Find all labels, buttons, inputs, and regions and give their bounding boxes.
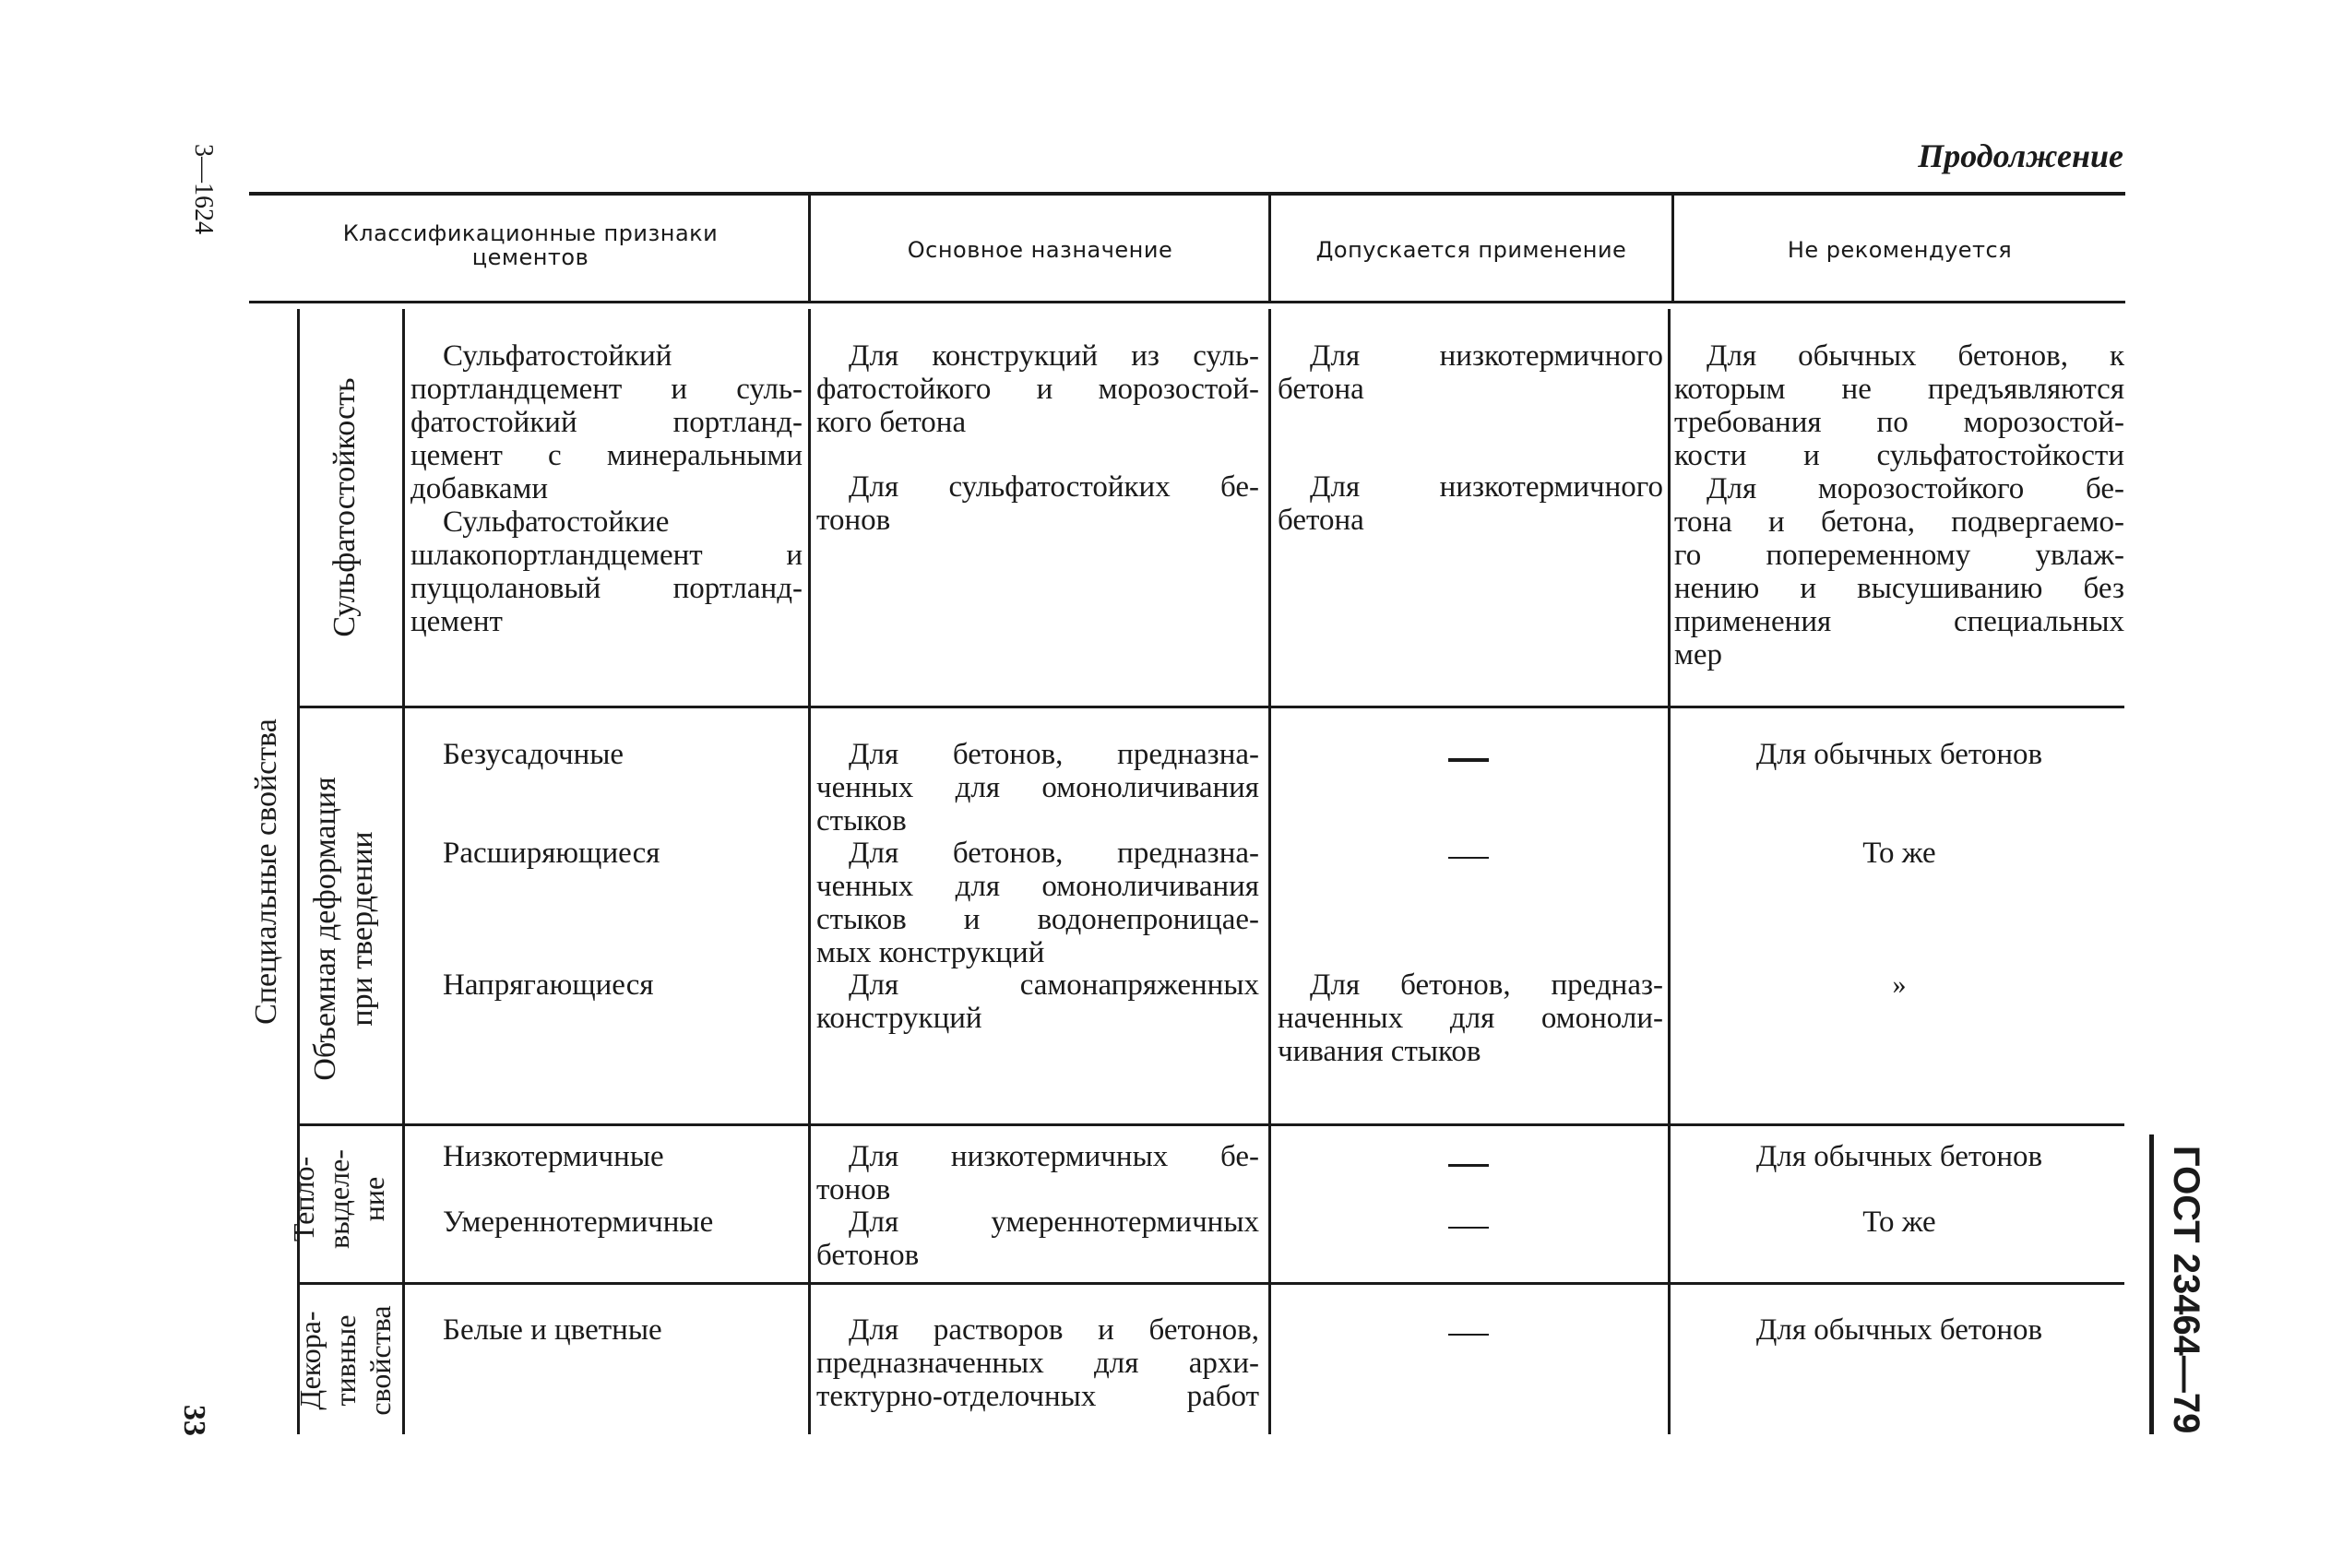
body-divider-3 (1668, 309, 1671, 1434)
sulfate-item1 (410, 339, 803, 638)
stressing-purpose (816, 968, 1259, 1035)
purpose-line: ченных для омоноличивания (816, 870, 1259, 903)
sublabel-volume (307, 721, 385, 1136)
sheet-code: 3—1624 (189, 144, 218, 234)
sublabel-decor (292, 1291, 403, 1430)
non-shrinking-not-recommended: Для обычных бетонов (1755, 738, 2043, 771)
header-divider-1 (808, 196, 811, 301)
expanding-allowed (1455, 837, 1485, 871)
sulfate-item1-line: портландцемент и суль- (410, 373, 803, 406)
sulfate-allowed1-line: бетона (1278, 373, 1364, 406)
sulfate-notrec2-line: го попеременному увлаж- (1674, 539, 2124, 572)
sulfate-notrec1-line: требования по морозостой- (1674, 406, 2124, 439)
sublabel-decor-line2: тивные (328, 1314, 362, 1407)
continuation-label: Продолжение (1918, 137, 2123, 174)
sulfate-purpose1 (816, 339, 1259, 439)
row-name-non-shrinking: Безусадочные (443, 738, 624, 771)
sublabel-sulfate: Сульфатостойкость (327, 377, 362, 637)
purpose-line: Для растворов и бетонов, (849, 1313, 1259, 1347)
purpose-line: предназначенных для архи- (816, 1347, 1259, 1380)
sublabel-decor-line1: Декора- (293, 1311, 327, 1410)
separator-volume (300, 1123, 2124, 1126)
header-purpose: Основное назначение (907, 237, 1173, 263)
sulfate-notrec2-line: тона и бетона, подвергаемо- (1674, 505, 2124, 539)
row-name-moderate-heat: Умереннотермичные (443, 1206, 714, 1239)
header-allowed: Допускается применение (1315, 237, 1627, 263)
row-name-expanding: Расширяющиеся (443, 837, 660, 870)
sulfate-purpose1-line: кого бетона (816, 406, 967, 439)
sulfate-item2-line: шлакопортландцемент и (410, 539, 803, 572)
sulfate-purpose1-line: фатостойкого и морозостой- (816, 373, 1259, 406)
expanding-not-recommended: То же (1862, 837, 1936, 870)
low-heat-allowed (1455, 1140, 1485, 1174)
sulfate-allowed2-line: бетона (1278, 504, 1364, 537)
header-not-recommended: Не рекомендуется (1787, 237, 2013, 263)
sublabel-volume-line2: при твердении (345, 831, 379, 1027)
purpose-line: конструкций (816, 1002, 982, 1035)
sulfate-allowed1 (1278, 339, 1663, 406)
sulfate-item1-line: цемент с минеральными (410, 439, 803, 472)
purpose-line: Для бетонов, предназна- (849, 738, 1259, 771)
sublabel-heat (286, 1125, 397, 1273)
low-heat-purpose (816, 1140, 1259, 1206)
purpose-line: Для низкотермичных бе- (849, 1140, 1259, 1173)
allowed-line: чивания стыков (1278, 1035, 1481, 1068)
moderate-heat-not-recommended: То же (1862, 1206, 1936, 1239)
purpose-line: стыков (816, 804, 907, 837)
purpose-line: ченных для омоноличивания (816, 771, 1259, 804)
sulfate-item2-line: Сульфатостойкие (443, 505, 670, 539)
purpose-line: бетонов (816, 1239, 920, 1272)
body-divider-2 (1268, 309, 1271, 1434)
purpose-line: стыков и водонепроницае- (816, 903, 1259, 936)
standard-rule (2149, 1134, 2154, 1434)
sulfate-notrec2-line: Для морозостойкого бе- (1707, 472, 2124, 505)
non-shrinking-purpose (816, 738, 1259, 837)
row-name-white-colored: Белые и цветные (443, 1313, 662, 1347)
low-heat-not-recommended: Для обычных бетонов (1755, 1140, 2043, 1173)
white-colored-allowed (1455, 1313, 1485, 1348)
body-divider-sub (402, 309, 405, 1434)
sulfate-purpose2 (816, 470, 1259, 537)
sulfate-notrec2-line: мер (1674, 638, 1723, 671)
sulfate-item2-line: цемент (410, 605, 503, 638)
sulfate-notrec2-line: нению и высушиванию без (1674, 572, 2124, 605)
separator-sulfate (300, 706, 2124, 708)
sulfate-item1-line: Сульфатостойкий (443, 339, 672, 373)
sulfate-purpose2-line: тонов (816, 504, 891, 537)
table-top-rule (249, 192, 2125, 196)
sulfate-notrec2-line: применения специальных (1674, 605, 2124, 638)
sublabel-decor-line3: свойства (363, 1305, 397, 1416)
body-divider-1 (808, 309, 811, 1434)
sulfate-purpose1-line: Для конструкций из суль- (849, 339, 1259, 373)
row-name-stressing: Напрягающиеся (443, 968, 654, 1002)
sulfate-allowed1-line: Для низкотермичного (1310, 339, 1663, 373)
sulfate-notrec1-line: Для обычных бетонов, к (1707, 339, 2124, 373)
sulfate-notrec1-line: кости и сульфатостойкости (1674, 439, 2124, 472)
sublabel-heat-line3: ние (357, 1176, 390, 1222)
purpose-line: мых конструкций (816, 936, 1045, 969)
non-shrinking-allowed (1455, 738, 1485, 772)
allowed-line: Для бетонов, предназ- (1310, 968, 1663, 1002)
purpose-line: Для самонапряженных (849, 968, 1259, 1002)
stressing-allowed (1278, 968, 1663, 1068)
sulfate-allowed2-line: Для низкотермичного (1310, 470, 1663, 504)
expanding-purpose (816, 837, 1259, 969)
standard-code: ГОСТ 23464—79 (2166, 1146, 2206, 1434)
group-label-special-properties: Специальные свойства (249, 719, 283, 1025)
stressing-not-recommended: » (1892, 969, 1907, 1000)
page-number: 33 (177, 1405, 211, 1436)
header-classification: Классификационные признаки цементов (342, 220, 719, 270)
purpose-line: тонов (816, 1173, 891, 1206)
purpose-line: Для умереннотермичных (849, 1206, 1259, 1239)
sulfate-purpose2-line: Для сульфатостойких бе- (849, 470, 1259, 504)
sulfate-notrec1 (1674, 339, 2124, 671)
row-name-low-heat: Низкотермичные (443, 1140, 664, 1173)
moderate-heat-allowed (1455, 1206, 1485, 1240)
purpose-line: Для бетонов, предназна- (849, 837, 1259, 870)
moderate-heat-purpose (816, 1206, 1259, 1272)
allowed-line: наченных для омоноли- (1278, 1002, 1663, 1035)
sublabel-heat-line2: выделе- (322, 1149, 355, 1249)
white-colored-purpose (816, 1313, 1259, 1413)
separator-heat (300, 1282, 2124, 1285)
sulfate-item2-line: пуццолановый портланд- (410, 572, 803, 605)
sublabel-volume-line1: Объемная деформация (308, 777, 342, 1081)
header-bottom-rule (249, 301, 2125, 303)
sulfate-item1-line: фатостойкий портланд- (410, 406, 803, 439)
white-colored-not-recommended: Для обычных бетонов (1755, 1313, 2043, 1347)
sulfate-notrec1-line: которым не предъявляются (1674, 373, 2124, 406)
sulfate-allowed2 (1278, 470, 1663, 537)
purpose-line: тектурно-отделочных работ (816, 1380, 1259, 1413)
sublabel-heat-line1: Тепло- (287, 1156, 320, 1242)
sulfate-item1-line: добавками (410, 472, 549, 505)
